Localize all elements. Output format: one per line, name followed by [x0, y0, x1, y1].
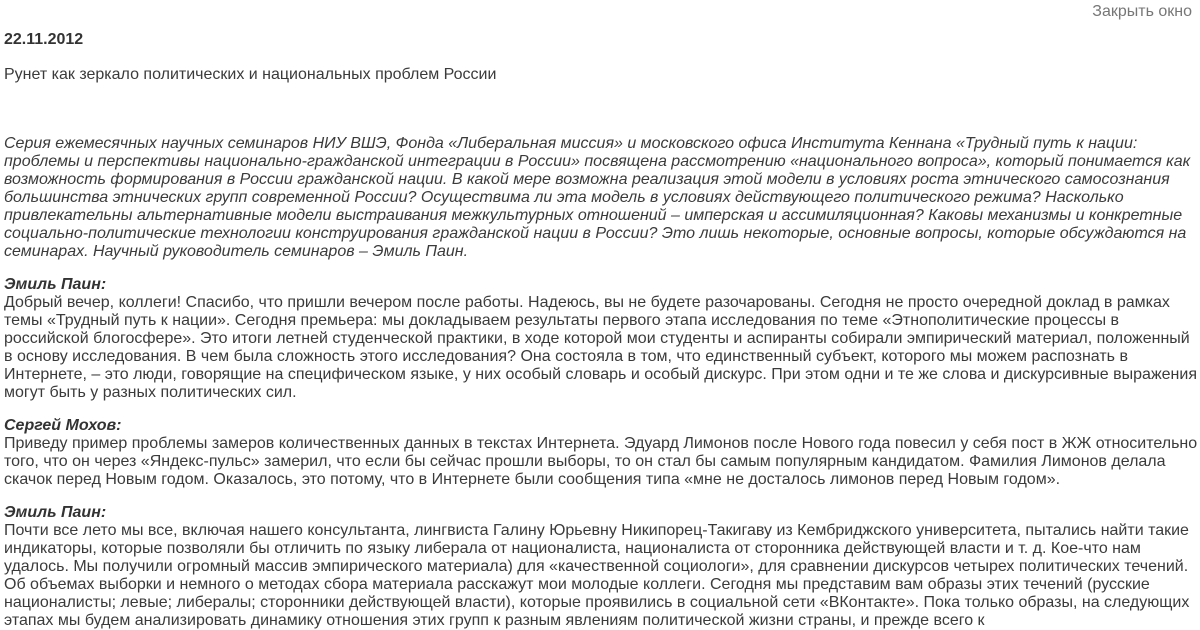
article-title: Рунет как зеркало политических и национальных проблем России: [4, 66, 497, 83]
speech-block: [4, 276, 1198, 402]
article-date: 22.11.2012: [4, 31, 84, 48]
speaker-name: Эмиль Паин:: [4, 504, 107, 521]
speech-block: [4, 504, 1198, 630]
close-window-link[interactable]: Закрыть окно: [1092, 3, 1192, 20]
speech-text: Почти все лето мы все, включая нашего консультанта, лингвиста Галину Юрьевну Никипорец-Такигаву из Кембриджского университета, пытались найти такие индикаторы, которые позволяли бы отличить по языку либерала от националиста, националиста от сторонника действующей власти и т. д. Кое-что нам удалось. Мы получили огромный массив эмпирического материала) для «качественной социологи», для сравнении дискурсов четырех политических течений. Об объемах выборки и немного о методах сбора материала расскажут мои молодые коллеги. Сегодня мы представим вам образы этих течений (русские националисты; левые; либералы; сторонники действующей власти), которые проявились в социальной сети «ВКонтакте». Пока только образы, на следующих этапах мы будем анализировать динамику отношения этих групп к разным явлениям политической жизни страны, и прежде всего к: [4, 522, 1190, 629]
speech-text: Добрый вечер, коллеги! Спасибо, что пришли вечером после работы. Надеюсь, вы не будете разочарованы. Сегодня не просто очередной доклад в рамках темы «Трудный путь к нации». Сегодня премьера: мы докладываем результаты первого этапа исследования по теме «Этнополитические процессы в российской блогосфере». Это итоги летней студенческой практики, в ходе которой мои студенты и аспиранты собирали эмпирический материал, положенный в основу исследования. В чем была сложность этого исследования? Она состояла в том, что единственный субъект, которого мы можем распознать в Интернете, – это люди, говорящие на специфическом языке, у них особый словарь и особый дискурс. При этом одни и те же слова и дискурсивные выражения могут быть у разных политических сил.: [4, 294, 1197, 401]
speaker-name: Сергей Мохов:: [4, 417, 122, 434]
speech-text: Приведу пример проблемы замеров количественных данных в текстах Интернета. Эдуард Лимонов после Нового года повесил у себя пост в ЖЖ относительно того, что он через «Яндекс-пульс» замерил, что если бы сейчас прошли выборы, то он стал бы самым популярным кандидатом. Фамилия Лимонов делала скачок перед Новым годом. Оказалось, это потому, что в Интернете были сообщения типа «мне не досталось лимонов перед Новым годом».: [4, 435, 1198, 488]
speech-block: [4, 417, 1198, 489]
speaker-name: Эмиль Паин:: [4, 276, 107, 293]
article-intro: Серия ежемесячных научных семинаров НИУ ВШЭ, Фонда «Либеральная миссия» и московского офиса Института Кеннана «Трудный путь к нации: проблемы и перспективы национально-гражданской интеграции в России» посвящена рассмотрению «национального вопроса», который понимается как возможность формирования в России гражданской нации. В какой мере возможна реализация этой модели в условиях роста этнического самосознания большинства этнических групп современной России? Осуществима ли эта модель в условиях действующего политического режима? Насколько привлекательны альтернативные модели выстраивания межкультурных отношений – имперская и ассимиляционная? Каковы механизмы и конкретные социально-политические технологии конструирования гражданской нации в России? Это лишь некоторые, основные вопросы, которые обсуждаются на семинарах. Научный руководитель семинаров – Эмиль Паин.: [4, 135, 1191, 260]
article: [4, 31, 1198, 630]
